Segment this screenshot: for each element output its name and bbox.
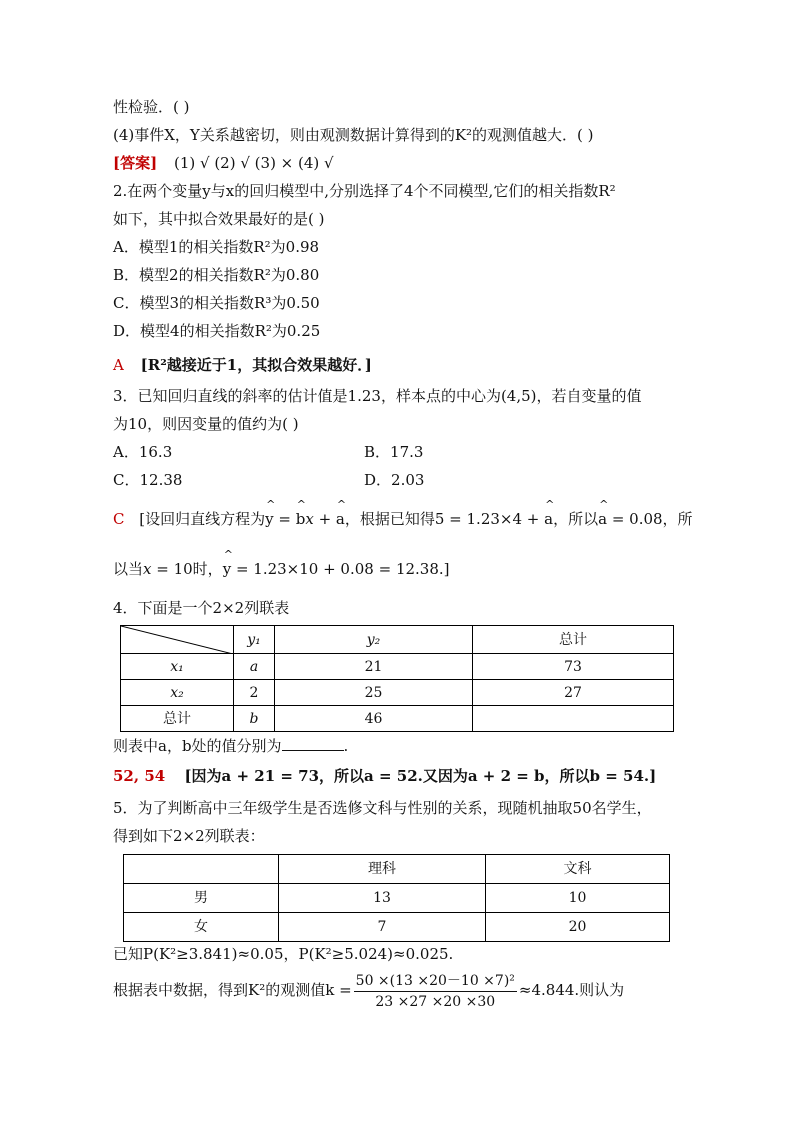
answer-label: [答案] [113,154,158,172]
table-cell: 20 [486,913,670,942]
table-row [121,680,674,706]
q2-option-c: C．模型3的相关指数R³为0.50 [113,294,320,312]
table-header-cell: y₂ [275,626,473,654]
table-row [124,855,670,884]
q3-option-d: D．2.03 [364,471,425,489]
table-cell: a [234,654,275,680]
q4-answer [113,766,656,786]
k-squared-fraction [354,972,517,1011]
q2-answer-letter: A [113,356,124,374]
table-header-cell: 总计 [473,626,674,654]
q3-stem-line2: 为10，则因变量的值约为( ) [113,415,299,433]
table-cell: 25 [275,680,473,706]
table-cell: b [234,706,275,732]
a-hat: ^ a [544,509,553,529]
q2-stem-line1: 2.在两个变量y与x的回归模型中,分别选择了4个不同模型,它们的相关指数R² [113,182,616,200]
table-header-cell: 理科 [279,855,486,884]
table-corner-cell [121,626,234,654]
diagonal-line [121,626,233,654]
table-cell: 总计 [121,706,234,732]
table-cell: 7 [279,913,486,942]
table-row [121,626,674,654]
q4-answer-values: 52, 54 [113,767,166,785]
q3-answer-letter: C [113,510,125,528]
table-cell: 女 [124,913,279,942]
y-hat: ^ y [265,509,273,529]
q2-option-a: A．模型1的相关指数R²为0.98 [113,238,320,256]
table-cell: 13 [279,884,486,913]
table-cell: 46 [275,706,473,732]
answer-values: (1) √ (2) √ (3) × (4) √ [173,154,334,172]
table-cell: x₂ [121,680,234,706]
table-header-cell [124,855,279,884]
line-independence-test: 性检验．( ) [113,98,190,116]
q2-answer-text: [R²越接近于1，其拟合效果越好．] [140,356,372,374]
q3-stem-line1: 3．已知回归直线的斜率的估计值是1.23，样本点的中心为(4,5)，若自变量的值 [113,387,642,405]
fraction-numerator: 50 ×(13 ×20－10 ×7)² [354,972,517,992]
table-cell [473,706,674,732]
contingency-table-2 [123,854,670,942]
table-cell: 男 [124,884,279,913]
q5-known-probabilities: 已知P(K²≥3.841)≈0.05，P(K²≥5.024)≈0.025. [113,945,454,963]
q3-solution-line1: C [设回归直线方程为^ y = ^ bx + ^ a，根据已知得5 = 1.23×4 + ^ a，所以^ a = 0.08，所 [113,509,693,529]
table-cell: 73 [473,654,674,680]
q3-solution-line2: 以当x = 10时，^ y = 1.23×10 + 0.08 = 12.38.] [113,559,450,579]
table-row [124,913,670,942]
a-hat: ^ a [336,509,345,529]
a-hat: ^ a [598,509,607,529]
q4-question: 则表中a，b处的值分别为 . [113,737,349,755]
q5-calculation: 根据表中数据，得到K²的观测值k = $\frac{\text{50 ×(13 ×20－10 ×7)²}}{23 \times 27 \times 20 \times 30}$ ≈4.844.则认为 [113,972,625,1010]
table-row [121,654,674,680]
answer-line [113,153,334,173]
q3-option-b: B．17.3 [364,443,424,461]
question-item-4: (4)事件X，Y关系越密切，则由观测数据计算得到的K²的观测值越大．( ) [113,126,594,144]
b-hat: ^ b [296,509,306,529]
table-header-cell: y₁ [234,626,275,654]
q3-option-c: C．12.38 [113,471,183,489]
q4-answer-text: [因为a + 21 = 73，所以a = 52.又因为a + 2 = b，所以b = 54.] [184,767,657,785]
q2-answer [113,355,372,375]
q3-option-a: A．16.3 [113,443,173,461]
q2-option-b: B．模型2的相关指数R²为0.80 [113,266,320,284]
table-cell: 21 [275,654,473,680]
q4-title: 4．下面是一个2×2列联表 [113,599,290,617]
q5-stem-line1: 5．为了判断高中三年级学生是否选修文科与性别的关系，现随机抽取50名学生， [113,799,652,817]
table-cell: x₁ [121,654,234,680]
table-header-cell: 文科 [486,855,670,884]
q2-stem-line2: 如下，其中拟合效果最好的是( ) [113,210,325,228]
fraction-denominator: 23 ×27 ×20 ×30 [375,993,496,1010]
y-hat: ^ y [223,559,231,579]
q5-stem-line2: 得到如下2×2列联表： [113,827,265,845]
table-row [124,884,670,913]
contingency-table-1 [120,625,674,732]
fill-blank [282,736,344,751]
table-cell: 2 [234,680,275,706]
table-row [121,706,674,732]
table-cell: 10 [486,884,670,913]
table-cell: 27 [473,680,674,706]
q2-option-d: D．模型4的相关指数R²为0.25 [113,322,321,340]
